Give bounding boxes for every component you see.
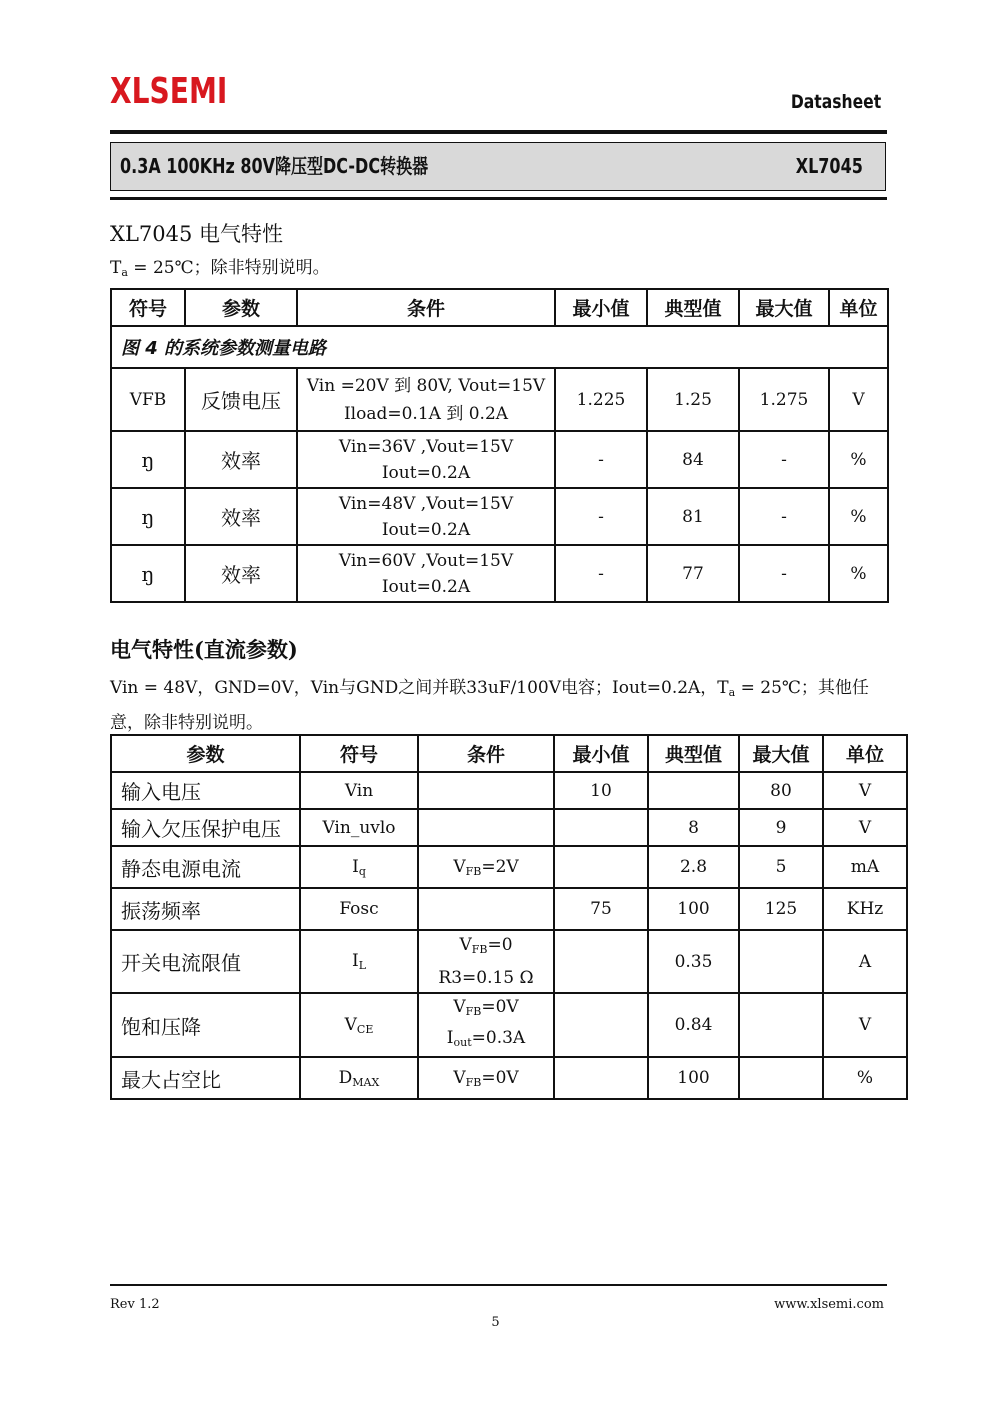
col-header: 最大值 <box>739 289 829 326</box>
col-header: 最大值 <box>739 735 823 772</box>
section2-title: 电气特性(直流参数) <box>110 637 298 662</box>
section1-conditions: $T_a$ = 25℃；除非特别说明。 <box>110 258 330 279</box>
section2-conditions: Vin = 48V，GND=0V，Vin与GND之间并联33uF/100V电容；Iout=0.2A，$T_a$ = 25℃；其他任意，除非特别说明。 <box>110 678 869 733</box>
revision: Rev 1.2 <box>110 1297 160 1312</box>
table-row: 振荡频率 Fosc 75 100 125 KHz <box>111 888 907 930</box>
table-row: 最大占空比 $D_{MAX}$ $V_{FB}=0V$ 100 % <box>111 1057 907 1099</box>
product-title: 0.3A 100KHz 80V降压型DC-DC转换器 <box>120 154 429 178</box>
table-row: ŋ 效率 Vin=60V ,Vout=15V Iout=0.2A - 77 - % <box>111 545 888 602</box>
col-header: 符号 <box>111 289 185 326</box>
table-header-row <box>111 735 907 772</box>
table-header-row <box>111 289 888 326</box>
table-row: 输入电压 Vin 10 80 V <box>111 772 907 809</box>
col-header: 参数 <box>185 289 297 326</box>
col-header: 最小值 <box>555 289 647 326</box>
table-row: ŋ 效率 Vin=48V ,Vout=15V Iout=0.2A - 81 - % <box>111 488 888 545</box>
table-row: 开关电流限值 $I_L$ $V_{FB}=0$ R3=0.15 Ω 0.35 A <box>111 930 907 993</box>
footer-rule <box>110 1284 887 1286</box>
table-subheader-row <box>111 326 888 368</box>
electrical-characteristics-table <box>110 288 889 603</box>
section1-title: XL7045 电气特性 <box>110 222 284 246</box>
header-rule-top <box>110 130 887 134</box>
col-header: 参数 <box>111 735 300 772</box>
col-header: 单位 <box>829 289 888 326</box>
table-row: 静态电源电流 $I_q$ $V_{FB}=2V$ 2.8 5 mA <box>111 846 907 888</box>
col-header: 条件 <box>418 735 554 772</box>
col-header: 典型值 <box>647 289 739 326</box>
doc-type-label: Datasheet <box>790 91 881 113</box>
col-header: 单位 <box>823 735 907 772</box>
title-bar <box>110 142 886 191</box>
col-header: 条件 <box>297 289 555 326</box>
page-number: 5 <box>491 1315 500 1330</box>
table-row: ŋ 效率 Vin=36V ,Vout=15V Iout=0.2A - 84 - % <box>111 431 888 488</box>
table-row: 输入欠压保护电压 Vin_uvlo 8 9 V <box>111 809 907 846</box>
col-header: 典型值 <box>648 735 739 772</box>
company-logo: XLSEMI <box>110 71 228 112</box>
table-subheader: 图 4 的系统参数测量电路 <box>111 326 888 368</box>
dc-parameters-table <box>110 734 908 1100</box>
table-row: VFB 反馈电压 Vin =20V 到 80V, Vout=15V Iload=0.1A 到 0.2A 1.225 1.25 1.275 V <box>111 368 888 431</box>
col-header: 最小值 <box>554 735 648 772</box>
website-link[interactable]: www.xlsemi.com <box>774 1297 884 1312</box>
table-row: 饱和压降 $V_{CE}$ $V_{FB}=0V$ $I_{out}=0.3A$ 0.84 V <box>111 993 907 1057</box>
part-number: XL7045 <box>795 154 863 178</box>
col-header: 符号 <box>300 735 418 772</box>
header-rule-bottom <box>110 197 887 200</box>
